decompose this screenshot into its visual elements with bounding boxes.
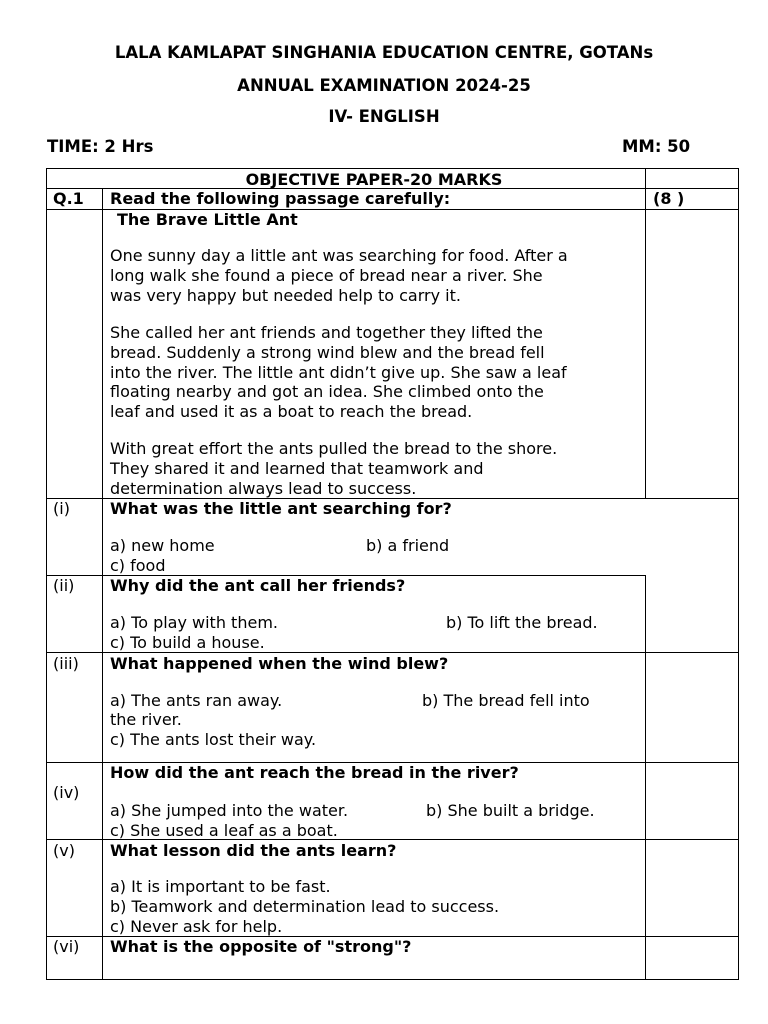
table-rule <box>102 188 103 979</box>
passage-line: was very happy but needed help to carry it. <box>110 286 461 305</box>
q1-marks: (8 ) <box>653 189 685 208</box>
exam-time: TIME: 2 Hrs <box>47 137 154 156</box>
question-number: (iv) <box>53 783 80 802</box>
question-text: What was the little ant searching for? <box>110 499 452 518</box>
option-a: a) She jumped into the water. <box>110 801 349 820</box>
question-number: (vi) <box>53 937 80 956</box>
option-c: c) She used a leaf as a boat. <box>110 821 338 840</box>
passage-line: long walk she found a piece of bread near a river. She <box>110 266 543 285</box>
passage-line: One sunny day a little ant was searching for food. After a <box>110 246 568 265</box>
table-rule <box>645 575 646 979</box>
option-a: a) new home <box>110 536 215 555</box>
table-rule <box>46 168 47 979</box>
q1-instruction: Read the following passage carefully: <box>110 189 451 208</box>
passage-line: They shared it and learned that teamwork and <box>110 459 484 478</box>
option-a: a) To play with them. <box>110 613 278 632</box>
option-c: c) food <box>110 556 166 575</box>
exam-title: ANNUAL EXAMINATION 2024-25 <box>237 76 531 95</box>
option-b: b) She built a bridge. <box>426 801 595 820</box>
question-text: What is the opposite of "strong"? <box>110 937 412 956</box>
passage-title: The Brave Little Ant <box>117 210 298 229</box>
question-number: (v) <box>53 841 75 860</box>
option-b: b) The bread fell into <box>422 691 590 710</box>
table-rule <box>46 168 739 169</box>
section-title: OBJECTIVE PAPER-20 MARKS <box>245 170 503 189</box>
school-name: LALA KAMLAPAT SINGHANIA EDUCATION CENTRE, GOTANs <box>114 43 654 62</box>
question-text: What lesson did the ants learn? <box>110 841 397 860</box>
max-marks: MM: 50 <box>622 137 691 156</box>
passage-line: into the river. The little ant didn’t give up. She saw a leaf <box>110 363 567 382</box>
option-b: b) To lift the bread. <box>446 613 598 632</box>
table-rule <box>645 168 646 498</box>
option-b: b) a friend <box>366 536 450 555</box>
question-number: (iii) <box>53 654 79 673</box>
q1-number: Q.1 <box>53 189 84 208</box>
question-text: How did the ant reach the bread in the river? <box>110 763 519 782</box>
passage-line: determination always lead to success. <box>110 479 417 498</box>
option-a: a) It is important to be fast. <box>110 877 331 896</box>
option-c: c) Never ask for help. <box>110 917 283 936</box>
subject-title: IV- ENGLISH <box>328 107 440 126</box>
table-rule <box>46 979 739 980</box>
passage-line: floating nearby and got an idea. She climbed onto the <box>110 382 544 401</box>
option-a: a) The ants ran away. <box>110 691 283 710</box>
option-c: c) The ants lost their way. <box>110 730 317 749</box>
passage-line: leaf and used it as a boat to reach the bread. <box>110 402 473 421</box>
question-number: (ii) <box>53 576 75 595</box>
passage-line: bread. Suddenly a strong wind blew and the bread fell <box>110 343 545 362</box>
passage-line: She called her ant friends and together they lifted the <box>110 323 543 342</box>
option-c: c) To build a house. <box>110 633 265 652</box>
option-b: b) Teamwork and determination lead to success. <box>110 897 500 916</box>
table-rule <box>738 168 739 979</box>
passage-line: With great effort the ants pulled the bread to the shore. <box>110 439 558 458</box>
option-b-continued: the river. <box>110 710 182 729</box>
question-text: Why did the ant call her friends? <box>110 576 406 595</box>
question-number: (i) <box>53 499 70 518</box>
question-text: What happened when the wind blew? <box>110 654 449 673</box>
